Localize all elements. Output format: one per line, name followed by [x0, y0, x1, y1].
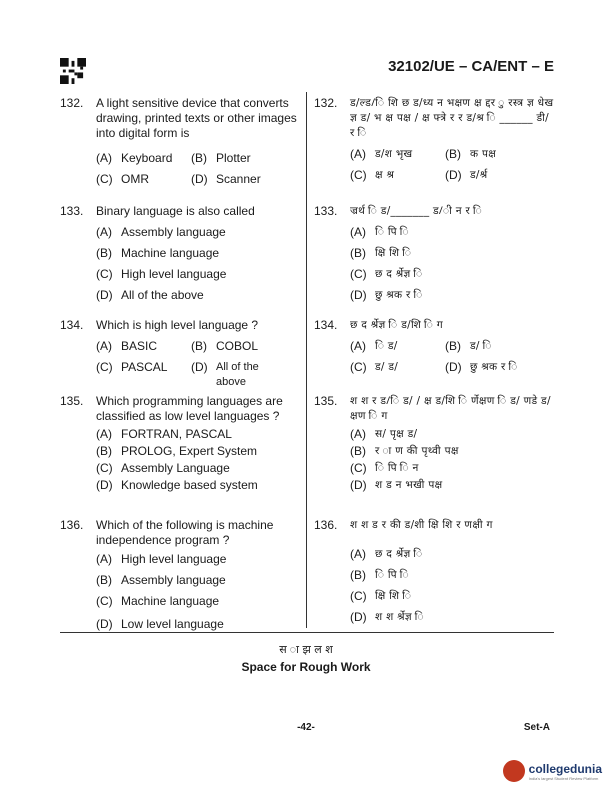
option-d: (D) All of the above	[191, 360, 259, 388]
option-d: (D) छु श्रक र ि	[350, 288, 423, 302]
option-d: (D) Scanner	[191, 172, 261, 186]
option-b: (B) क पक्ष	[445, 147, 497, 161]
option-d: (D) ड/र्श्र	[445, 168, 488, 182]
option-b: (B) र ा ण की पृथ्वी पक्ष	[350, 444, 459, 458]
question-136-hindi	[314, 518, 556, 625]
rough-work-label: Space for Rough Work	[241, 660, 371, 674]
option-c: (C) Assembly Language	[96, 461, 230, 475]
option-a: (A) Assembly language	[96, 225, 226, 239]
question-133	[60, 204, 300, 303]
question-number: 135.	[60, 394, 84, 408]
option-d: (D) Knowledge based system	[96, 478, 258, 492]
option-d: (D) Low level language	[96, 617, 224, 631]
option-c: (C) PASCAL	[96, 360, 168, 374]
option-d: (D) श श र्श्रेज्ञ ि	[350, 610, 424, 624]
collegedunia-logo-icon	[503, 760, 525, 782]
question-text: Which is high level language ?	[96, 318, 259, 332]
question-number: 132.	[314, 96, 338, 110]
question-text: Binary language is also called	[96, 204, 255, 218]
option-b: (B) ड/ ि	[445, 339, 492, 353]
option-a: (A) छ द र्श्रेज्ञ ि	[350, 547, 423, 561]
question-text: ड/ल्ड/ि शि छ ड/ध्य न भक्षण क्ष द्दर ु रस्त्र ज्ञ धेख ज्ञ ड/ भ क्ष पक्ष / क्ष फ्त्रे र र ड/श्र ि ______ डी/ र ि	[350, 97, 554, 139]
brand-tagline: India's largest Student Review Platform	[528, 775, 599, 781]
option-a: (A) स/ पृक्ष ड/	[350, 427, 418, 441]
option-b: (B) Plotter	[191, 151, 251, 165]
qr-code-icon	[60, 58, 86, 84]
option-a: (A) ि पि ि	[350, 225, 409, 239]
option-c: (C) OMR	[96, 172, 149, 186]
option-c: (C) छ द र्श्रेज्ञ ि	[350, 267, 423, 281]
paper-code: 32102/UE – CA/ENT – E	[388, 58, 554, 75]
option-c: (C) क्षि शि ि	[350, 589, 412, 603]
option-b: (B) COBOL	[191, 339, 259, 353]
option-b: (B) क्षि शि ि	[350, 246, 412, 260]
option-a: (A) BASIC	[96, 339, 158, 353]
option-a: (A) ड/श भृख	[350, 147, 413, 161]
option-b: (B) PROLOG, Expert System	[96, 444, 258, 458]
page-number: -42-	[297, 722, 315, 733]
question-text: श श र ड/ि ड/ / क्ष ड/शि ि र्णेक्षण ि ड/ णडे ड/ क्षण ि ग	[350, 395, 551, 422]
question-135-hindi	[314, 394, 556, 493]
option-c: (C) क्ष श्र	[350, 168, 395, 182]
option-a: (A) High level language	[96, 552, 227, 566]
question-134-hindi	[314, 318, 556, 375]
question-text: ज्रर्थ ि ड/_______ ड/ी न र ि	[350, 205, 483, 217]
option-c: (C) High level language	[96, 267, 227, 281]
option-d: (D) All of the above	[96, 288, 204, 302]
question-number: 136.	[314, 518, 338, 532]
collegedunia-watermark	[503, 760, 602, 782]
option-a: (A) FORTRAN, PASCAL	[96, 427, 232, 441]
question-number: 133.	[314, 204, 338, 218]
rough-work-divider	[60, 632, 554, 633]
option-b: (B) Machine language	[96, 246, 220, 260]
question-number: 135.	[314, 394, 338, 408]
question-135	[60, 394, 300, 493]
option-a: (A) Keyboard	[96, 151, 173, 165]
question-134	[60, 318, 300, 390]
question-number: 133.	[60, 204, 84, 218]
question-133-hindi	[314, 204, 556, 303]
question-text: श श ड र की ड/शी क्षि शि र णक्षी ग	[350, 519, 493, 531]
set-label: Set-A	[523, 722, 550, 733]
question-132	[60, 96, 300, 187]
rough-work-hindi: स ा झ ल श	[279, 643, 333, 656]
option-c: (C) Machine language	[96, 594, 220, 608]
option-c: (C) ड/ ड/	[350, 360, 399, 374]
question-text: A light sensitive device that converts drawing, printed texts or other images into digital form is	[96, 96, 297, 140]
question-number: 132.	[60, 96, 84, 110]
question-text: छ द र्श्रेज्ञ ि ड/शि ि ग	[350, 319, 443, 331]
option-b: (B) Assembly language	[96, 573, 226, 587]
option-b: (B) ि पि ि	[350, 568, 409, 582]
question-number: 134.	[60, 318, 84, 332]
question-number: 136.	[60, 518, 84, 532]
question-136	[60, 518, 300, 632]
option-d: (D) श ड न भखी पक्ष	[350, 478, 443, 492]
option-a: (A) ि ड/	[350, 339, 398, 353]
question-number: 134.	[314, 318, 338, 332]
column-divider	[306, 92, 307, 628]
option-c: (C) ि पि ि न	[350, 461, 419, 475]
brand-name: collegedunia	[528, 761, 602, 776]
option-d: (D) छु श्रक र ि	[445, 360, 518, 374]
question-text: Which programming languages are classified as low level languages ?	[96, 394, 283, 423]
question-text: Which of the following is machine independence program ?	[96, 518, 274, 547]
question-132-hindi	[314, 96, 556, 183]
